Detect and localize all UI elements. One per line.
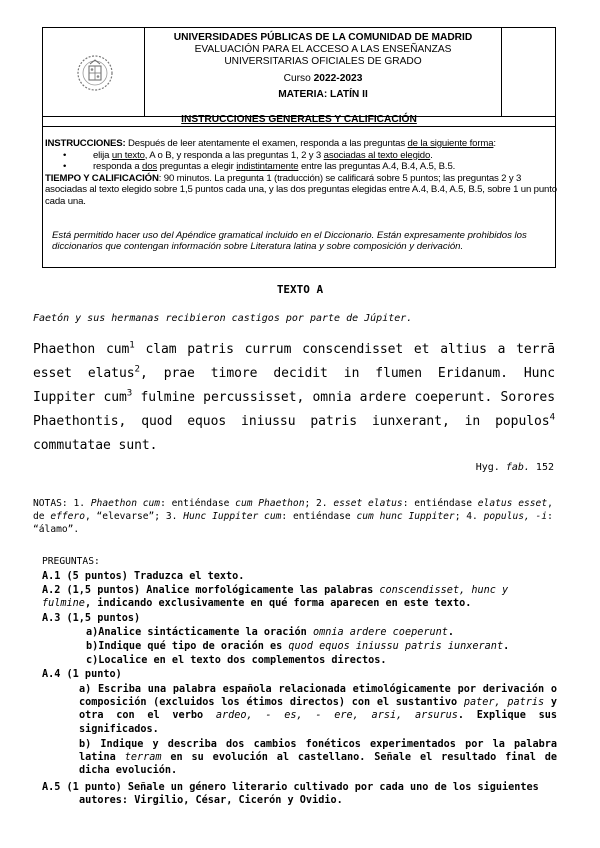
n4-b: : “álamo”. [33,511,553,535]
dictionary-note: Está permitido hacer uso del Apéndice gramatical incluido en el Diccionario. Están expresamente prohibidos los diccionarios que contengan información sobre Literatura latina y sobre composición y derivación. [52,230,527,252]
question-a4a [79,683,557,736]
footnote-ref-3: 3 [126,388,133,399]
a4a-ardeo: ardeo, - es, - ere, arsi, arsurus [215,710,458,722]
a2-text-b: , indicando exclusivamente en qué forma aparecen en este texto. [84,598,472,610]
footnote-ref-1: 1 [129,340,135,351]
question-a4b [79,738,557,778]
curso-value: 2022-2023 [313,72,363,84]
a3b-text: b)Indique qué tipo de oración es [86,641,289,652]
header-curso [145,73,501,85]
instructions-label: INSTRUCCIONES: [45,138,126,149]
n2-b: : entiéndase [402,498,478,509]
n4-a: ; 4. [454,511,484,522]
preguntas-header: PREGUNTAS: [42,556,100,567]
logo-cell [43,28,145,117]
n2-i3: effero [50,511,85,522]
instructions-box [42,126,556,268]
question-a2 [42,584,557,610]
a4b-text-a: b) Indique y describa dos cambios fonéticos experimentados por la palabra latina [79,739,557,764]
curso-label: Curso [283,72,311,84]
n3-b: : entiéndase [281,511,357,522]
n3-i2: cum hunc Iuppiter [356,511,455,522]
n3-i: Hunc Iuppiter cum [183,511,282,522]
b1-underline-2: asociadas al texto elegido [323,149,431,161]
a3b-sentence: quod equos iniussu patris iunxerant [288,641,504,652]
a4a-text-b: y otra con el verbo [79,697,557,722]
a4a-text-c: . Explique sus significados. [79,710,557,735]
b2-text-b: preguntas a elegir [157,161,237,173]
b2-underline-1: dos [142,161,158,173]
source-number: 152 [529,462,554,473]
a2-text-a: A.2 (1,5 puntos) Analice morfológicamente las palabras [42,585,380,596]
source-work: fab. [505,462,530,473]
instructions-body [45,138,557,208]
a3b-end: . [503,641,510,652]
footnote-ref-4: 4 [549,412,555,423]
latin-part-4: fulmine percussisset, omnia ardere coeperunt. Sorores Phaethontis, quod equos iniussu patris iunxerant, in populos [33,390,555,429]
latin-passage [33,338,555,458]
b2-underline-2: indistintamente [236,161,299,173]
b2-text-a: responda a [93,161,143,173]
question-a3: A.3 (1,5 puntos) [42,613,141,624]
a2-words: conscendisset, hunc y fulmine [42,585,509,610]
latin-part-2: clam patris currum conscendisset et altius a terrā esset elatus [33,342,555,381]
question-a1: A.1 (5 puntos) Traduzca el texto. [42,571,245,582]
question-a3b [86,640,509,653]
n2-a: ; 2. [304,498,334,509]
tiempo-calificacion [45,173,557,208]
a4a-pater: pater, patris [463,697,545,709]
n1-i2: cum Phaethon [235,498,305,509]
n2-i: esset elatus [333,498,403,509]
header-materia: MATERIA: LATÍN II [278,88,368,100]
n2-c: , de [33,498,553,522]
texto-intro: Faetón y sus hermanas recibieron castigos por parte de Júpiter. [33,313,413,324]
a3a-text: a)Analice sintácticamente la oración [86,627,313,638]
a3a-end: . [447,627,455,638]
b1-text-a: elija [93,149,112,161]
university-seal-icon [76,52,114,94]
question-a3c: c)Localice en el texto dos complementos directos. [86,655,387,666]
intro-underlined: de la siguiente forma [407,138,494,149]
n1-i: Phaethon cum [90,498,161,509]
latin-part-1: Phaethon cum [33,342,130,357]
b1-underline-1: un texto [111,149,145,161]
n4-i: populus, -i [483,511,548,522]
a3a-sentence: omnia ardere coeperunt [312,627,448,638]
intro-end: : [493,138,496,149]
question-a4: A.4 (1 punto) [42,669,122,680]
instructions-intro [45,138,557,150]
b1-text-c: . [430,149,433,161]
a4a-text-a: a) Escriba una palabra española relacionada etimológicamente por derivación o composición (excluidos los étimos directos) con el sustantivo [79,684,557,709]
intro-text: Después de leer atentamente el examen, responda a las preguntas [125,138,408,149]
instruction-bullet-1 [45,150,557,162]
header-table [42,27,556,117]
source-author: Hyg. [475,462,506,473]
question-a5: A.5 (1 punto) Señale un género literario cultivado por cada uno de los siguientes autores: Virgilio, César, Cicerón y Ovidio. [42,782,539,807]
tiempo-label: TIEMPO Y CALIFICACIÓN [45,172,159,184]
b1-text-b: , A o B, y responda a las preguntas 1, 2 y 3 [144,149,324,161]
question-a3a [86,626,454,639]
n2-d: , “elevarse”; 3. [84,511,184,522]
n1-a: 1. [73,498,91,509]
texto-title: TEXTO A [276,283,324,296]
header-center [145,28,501,117]
b2-text-c: entre las preguntas A.4, B.4, A.5, B.5. [298,161,456,173]
a4b-terram: terram [124,752,162,764]
a4b-text-b: en su evolución al castellano. Señale el resultado final de dicha evolución. [79,752,557,777]
latin-part-5: commutatae sunt. [33,438,158,453]
header-degree: UNIVERSITARIAS OFICIALES DE GRADO [224,56,422,68]
footnote-ref-2: 2 [134,364,140,375]
header-right-cell [501,28,555,117]
n1-b: : entiéndase [160,498,236,509]
instruction-bullet-2 [45,161,557,173]
latin-part-3: , prae timore decidit in flumen Eridanum. Hunc Iuppiter cum [33,366,555,405]
tiempo-text: : 90 minutos. La pregunta 1 (traducción) se calificará sobre 5 puntos; las preguntas 2 y 3 asociadas al texto elegido sobre 1,5 puntos cada una, y las dos preguntas elegidas entre A.4, B.4, A.5, B.5, sobre 1 un punto cada una. [45,172,557,207]
header-evaluation: EVALUACIÓN PARA EL ACCESO A LAS ENSEÑANZAS [194,44,452,56]
notas [33,497,557,536]
header-university: UNIVERSIDADES PÚBLICAS DE LA COMUNIDAD DE MADRID [173,32,473,43]
notas-label: NOTAS: [33,498,74,509]
text-source [476,462,554,473]
instructions-title: INSTRUCCIONES GENERALES Y CALIFICACIÓN [42,117,556,133]
n2-i2: elatus esset [477,498,548,509]
